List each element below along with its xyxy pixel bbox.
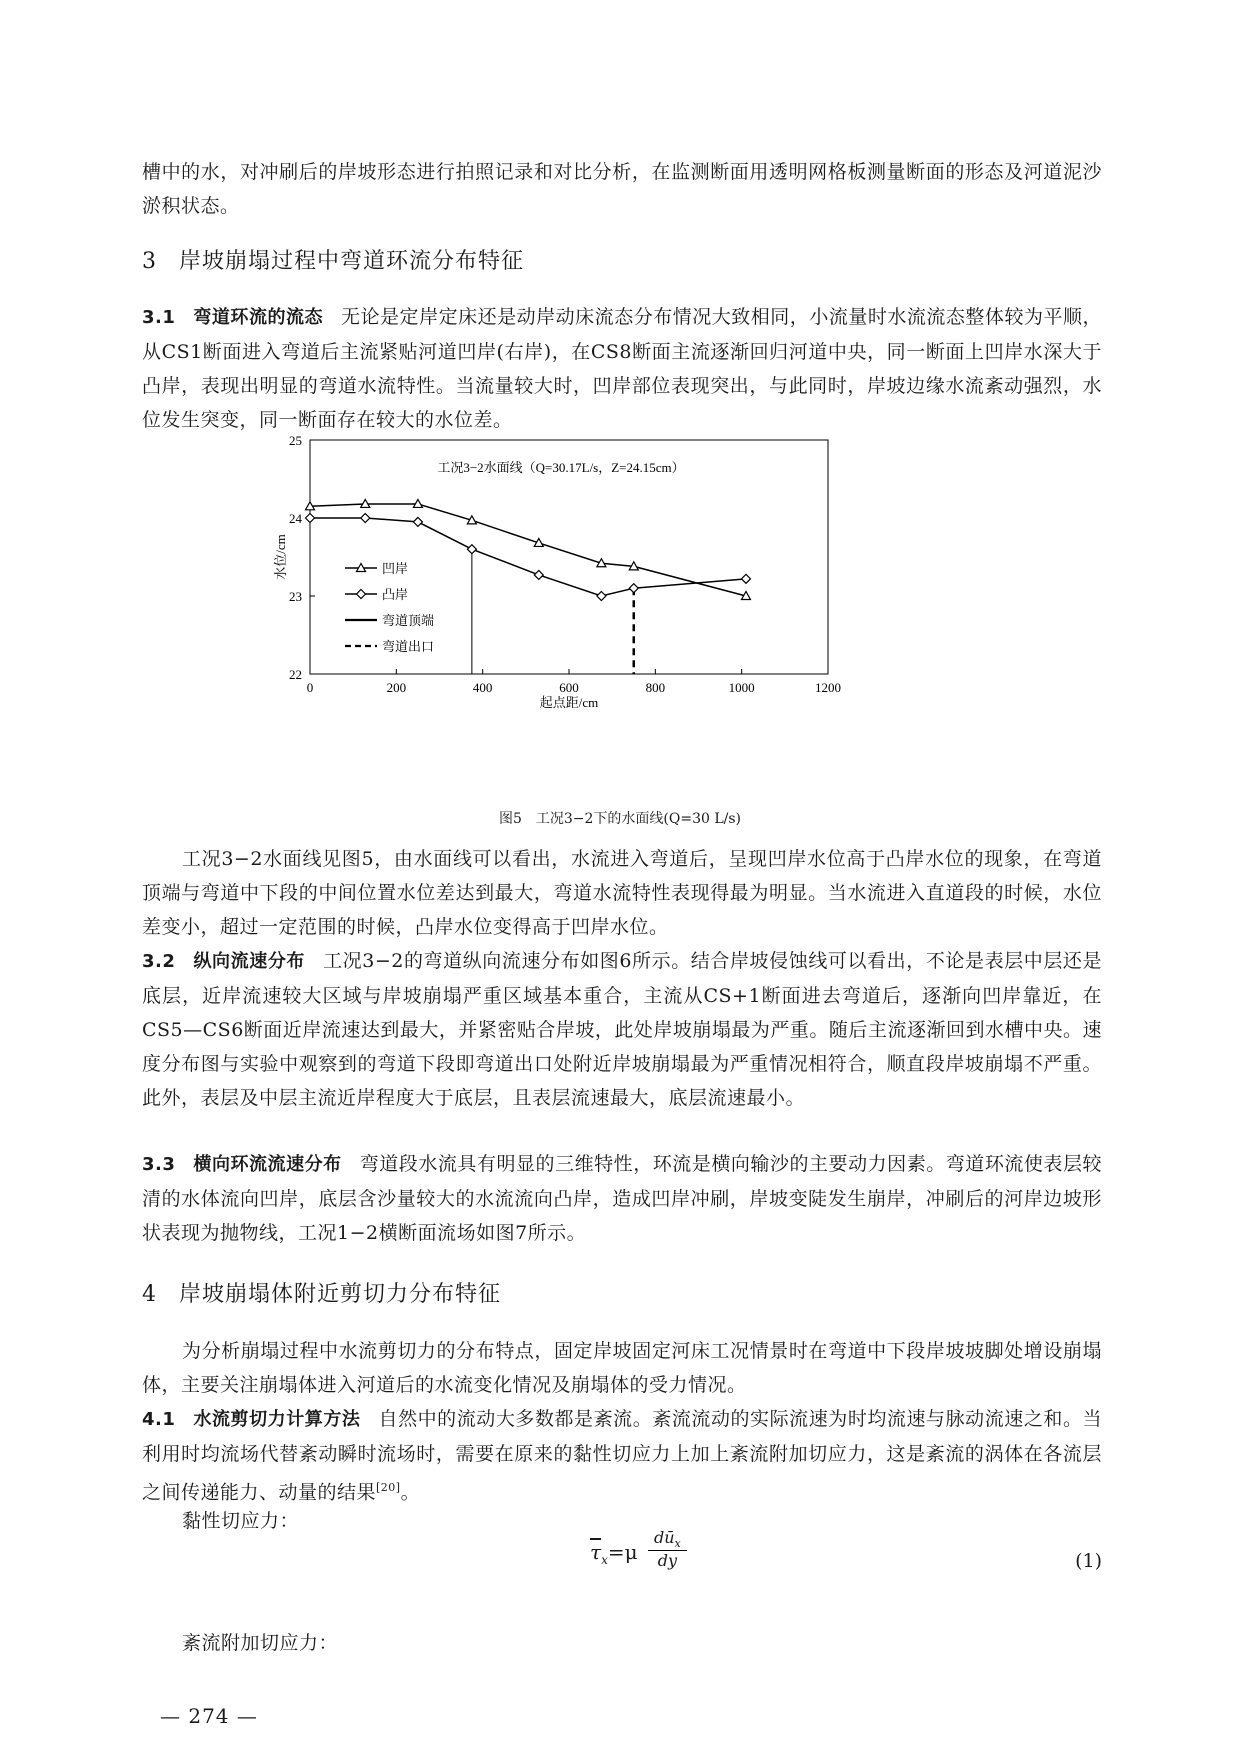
concave-bank-line — [310, 504, 746, 596]
section-3-2-paragraph: 3.2 纵向流速分布 工况3−2的弯道纵向流速分布如图6所示。结合岸坡侵蚀线可以看出，不论是表层中层还是底层，近岸流速较大区域与岸坡崩塌严重区域基本重合，主流从CS+1断面进去弯道后，逐渐向凹岸靠近，在CS5—CS6断面近岸流速达到最大，并紧密贴合岸坡，此处岸坡崩塌最为严重。随后主流逐渐回到水槽中央。速度分布图与实验中观察到的弯道下段即弯道出口处附近岸坡崩塌最为严重情况相符合，顺直段岸坡崩塌不严重。此外，表层及中层主流近岸程度大于底层，且表层流速最大，底层流速最小。 — [142, 950, 1103, 1109]
citation: [20] — [376, 1481, 401, 1494]
section-3-2-title: 纵向流速分布 — [193, 951, 305, 972]
legend-label: 弯道顶端 — [382, 613, 435, 628]
convex-bank-point — [629, 584, 638, 593]
x-tick-label: 600 — [559, 680, 579, 695]
convex-bank-point — [413, 517, 422, 526]
figure-caption: 图5 工况3−2下的水面线(Q=30 L/s) — [498, 811, 742, 827]
legend-marker — [357, 590, 366, 599]
convex-bank-point — [534, 570, 543, 579]
section-4-1-title: 水流剪切力计算方法 — [193, 1409, 361, 1430]
x-tick-label: 0 — [306, 680, 314, 695]
x-tick-label: 1000 — [728, 680, 755, 695]
equation-1: $\overline{\tau}_x=\mu$ $dū_x$ dy — [590, 1540, 638, 1567]
section-3-3-number: 3.3 — [142, 1154, 176, 1175]
y-tick-label: 22 — [289, 667, 302, 682]
section-3-heading: 3 岸坡崩塌过程中弯道环流分布特征 — [142, 249, 525, 274]
turbulent-stress-label: 紊流附加切应力： — [182, 1632, 339, 1654]
convex-bank-point — [467, 545, 476, 554]
chart-title: 工况3−2水面线（Q=30.17L/s，Z=24.15cm） — [437, 460, 685, 475]
section-4-intro-paragraph: 为分析崩塌过程中水流剪切力的分布特点，固定岸坡固定河床工况情景时在弯道中下段岸坡坡脚处增设崩塌体，主要关注崩塌体进入河道后的水流变化情况及崩塌体的受力情况。 — [142, 1340, 1102, 1396]
convex-bank-point — [741, 574, 750, 583]
x-tick-label: 1200 — [815, 680, 841, 695]
x-axis-label: 起点距/cm — [539, 695, 599, 710]
y-axis-label: 水位/cm — [273, 534, 288, 580]
x-tick-label: 800 — [645, 680, 666, 695]
legend-label: 凸岸 — [382, 587, 409, 602]
intro-paragraph: 槽中的水，对冲刷后的岸坡形态进行拍照记录和对比分析，在监测断面用透明网格板测量断面的形态及河道泥沙淤积状态。 — [142, 161, 1102, 217]
section-3-3-title: 横向环流流速分布 — [193, 1154, 342, 1175]
section-4-1-paragraph: 4.1 水流剪切力计算方法 自然中的流动大多数都是紊流。紊流流动的实际流速为时均流速与脉动流速之和。当利用时均流场代替紊动瞬时流场时，需要在原来的黏性切应力上加上紊流附加切应力，这是紊流的涡体在各流层之间传递能力、动量的结果[20]。 — [142, 1408, 1102, 1504]
section-4-1-number: 4.1 — [142, 1409, 176, 1430]
convex-bank-point — [597, 592, 606, 601]
x-tick-label: 400 — [472, 680, 493, 695]
convex-bank-line — [310, 518, 746, 596]
section-3-1-title: 弯道环流的流态 — [193, 307, 323, 328]
y-tick-label: 24 — [289, 511, 302, 526]
section-4-heading: 4 岸坡崩塌体附近剪切力分布特征 — [142, 1282, 502, 1307]
x-tick-label: 200 — [386, 680, 407, 695]
y-tick-label: 23 — [289, 589, 302, 604]
equation-number: (1) — [1075, 1550, 1102, 1572]
section-3-3-paragraph: 3.3 横向环流流速分布 弯道段水流具有明显的三维特性，环流是横向输沙的主要动力因素。弯道环流使表层较清的水体流向凹岸，底层含沙量较大的水流流向凸岸，造成凹岸冲刷，岸坡变陡发生崩岸，冲刷后的河岸边坡形状表现为抛物线，工况1−2横断面流场如图7所示。 — [142, 1153, 1102, 1244]
figure-discussion-paragraph: 工况3−2水面线见图5，由水面线可以看出，水流进入弯道后，呈现凹岸水位高于凸岸水位的现象，在弯道顶端与弯道中下段的中间位置水位差达到最大，弯道水流特性表现得最为明显。当水流进入直道段的时候，水位差变小，超过一定范围的时候，凸岸水位变得高于凹岸水位。 — [142, 848, 1102, 938]
section-3-1-paragraph: 3.1 弯道环流的流态 无论是定岸定床还是动岸动床流态分布情况大致相同，小流量时水流流态整体较为平顺，从CS1断面进入弯道后主流紧贴河道凹岸(右岸)，在CS8断面主流逐渐回归河道中央，同一断面上凹岸水深大于凸岸，表现出明显的弯道水流特性。当流量较大时，凹岸部位表现突出，与此同时，岸坡边缘水流紊动强烈，水位发生突变，同一断面存在较大的水位差。 — [142, 306, 1102, 431]
water-surface-chart — [273, 430, 950, 810]
legend-label: 凹岸 — [382, 561, 409, 576]
page-number: — 274 — — [160, 1704, 258, 1728]
convex-bank-point — [361, 514, 370, 523]
section-3-1-number: 3.1 — [142, 307, 176, 328]
convex-bank-point — [306, 514, 315, 523]
section-3-2-number: 3.2 — [142, 951, 176, 972]
viscous-stress-label: 黏性切应力： — [182, 1510, 300, 1532]
legend-label: 弯道出口 — [382, 639, 435, 654]
y-tick-label: 25 — [289, 433, 302, 448]
